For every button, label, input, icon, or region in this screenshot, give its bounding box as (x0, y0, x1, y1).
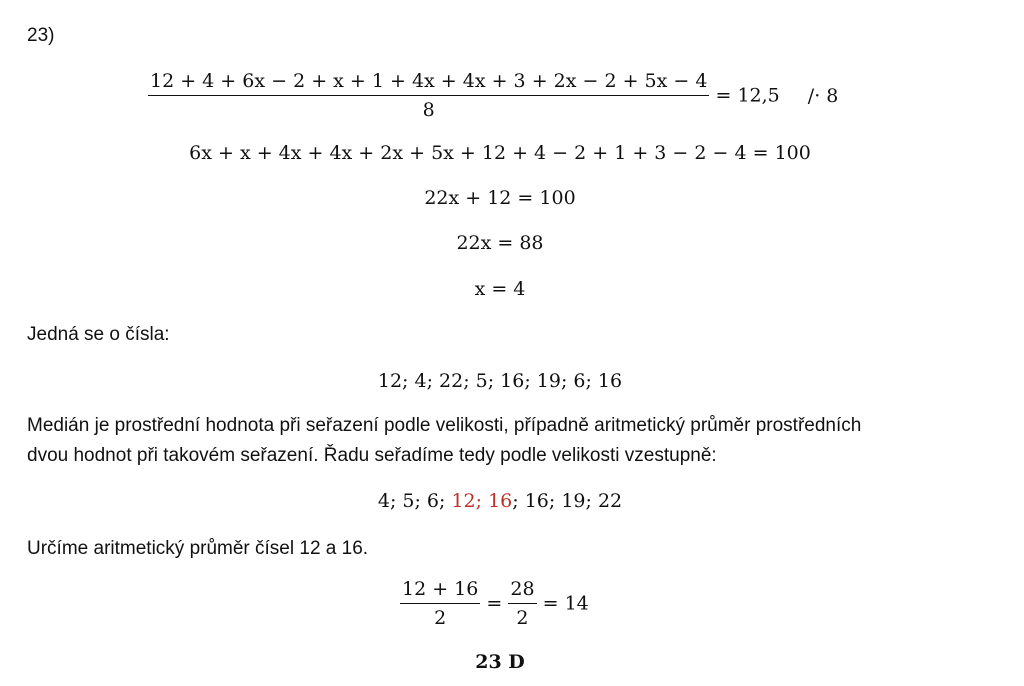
mean-equals: = (486, 592, 503, 615)
equation-operation: /· 8 (807, 84, 839, 107)
equation-rhs: = 12,5 (715, 84, 780, 107)
mean-fraction-1 (400, 578, 480, 629)
fraction-denominator: 8 (148, 95, 709, 121)
mean-fraction-1-numerator: 12 + 16 (402, 578, 479, 600)
problem-number: 23) (27, 25, 55, 46)
equation-step-4: 22x = 88 (456, 232, 544, 254)
numbers-list: 12; 4; 22; 5; 16; 19; 6; 16 (377, 370, 623, 392)
mean-calculation (400, 578, 589, 629)
equation-result: x = 4 (474, 278, 526, 300)
mean-fraction-2 (508, 578, 536, 629)
answer: 23 D (475, 651, 525, 673)
equation-step-3: 22x + 12 = 100 (424, 187, 576, 209)
mean-result: = 14 (542, 592, 589, 615)
fraction-numerator: 12 + 4 + 6x − 2 + x + 1 + 4x + 4x + 3 + 2x − 2 + 5x − 4 (150, 70, 708, 92)
sorted-median-highlight: 12; 16 (451, 490, 513, 512)
median-paragraph-line-2: dvou hodnot při takovém seřazení. Řadu seřadíme tedy podle velikosti vzestupně: (27, 445, 717, 466)
sorted-before: 4; 5; 6; (377, 490, 452, 512)
mean-fraction-1-denominator: 2 (400, 603, 480, 629)
equation-fraction (148, 70, 838, 121)
equation-step-2: 6x + x + 4x + 4x + 2x + 5x + 12 + 4 − 2 + 1 + 3 − 2 − 4 = 100 (189, 142, 811, 164)
mean-intro: Určíme aritmetický průměr čísel 12 a 16. (27, 538, 369, 559)
mean-fraction-2-numerator: 28 (510, 578, 535, 600)
sorted-numbers (0, 490, 1000, 512)
mean-fraction-2-denominator: 2 (508, 603, 536, 629)
numbers-intro: Jedná se o čísla: (27, 324, 170, 345)
median-paragraph-line-1: Medián je prostřední hodnota při seřazení podle velikosti, případně aritmetický průměr prostředních (27, 415, 862, 436)
fraction (148, 70, 709, 121)
sorted-after: ; 16; 19; 22 (512, 490, 623, 512)
